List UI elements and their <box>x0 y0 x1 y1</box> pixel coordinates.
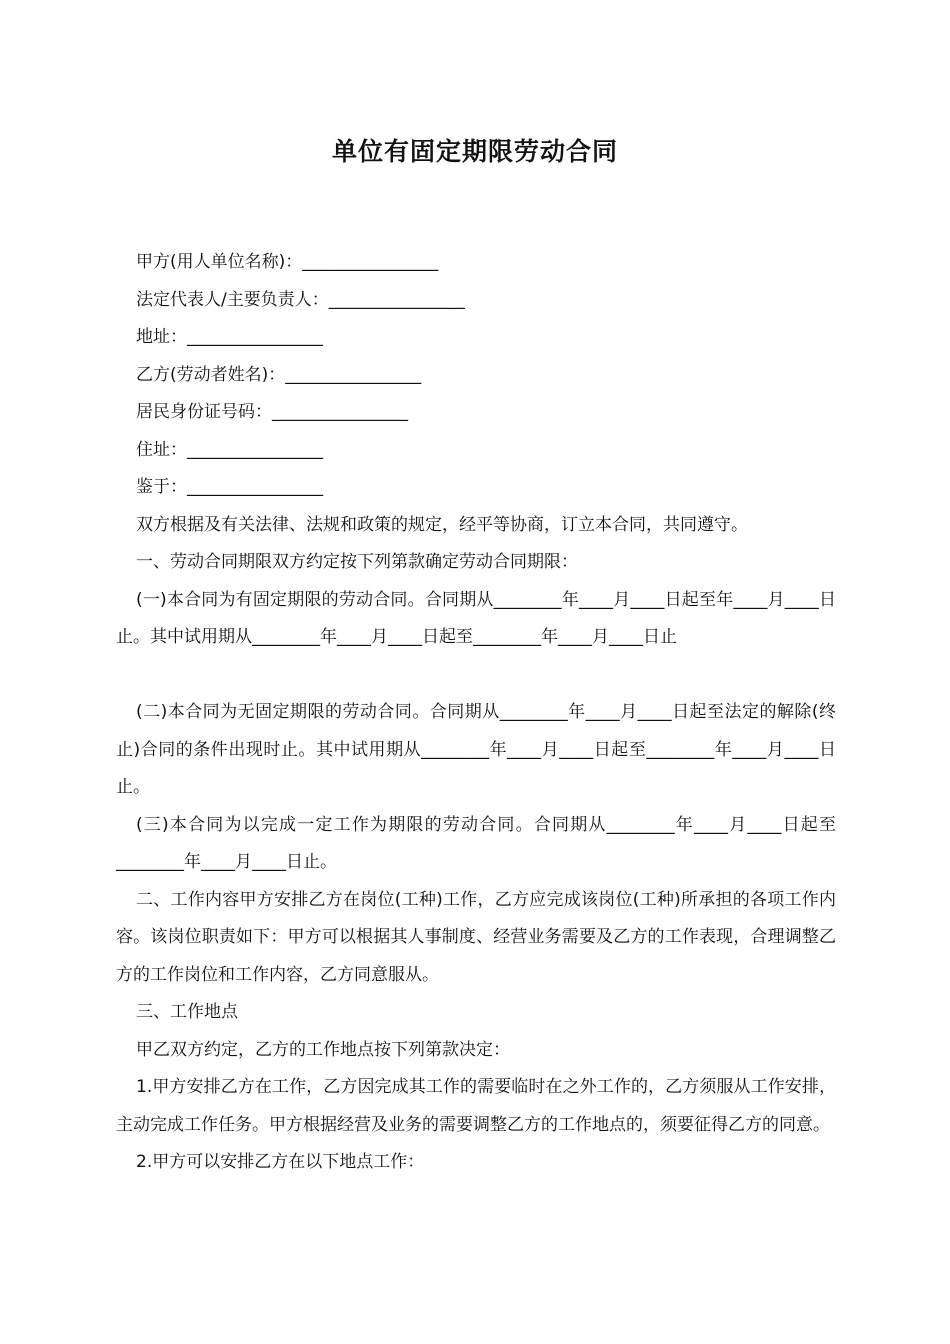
id-number-field: 居民身份证号码：________________ <box>136 402 408 422</box>
section3-heading: 三、工作地点 <box>136 1002 238 1022</box>
section3-item-1: 1.甲方安排乙方在工作，乙方因完成其工作的需要临时在之外工作的，乙方须服从工作安排，主动完成工作任务。甲方根据经营及业务的需要调整乙方的工作地点的，须要征得乙方的同意。 <box>116 1077 836 1135</box>
section2-paragraph: 二、工作内容甲方安排乙方在岗位(工种)工作，乙方应完成该岗位(工种)所承担的各项工作内容。该岗位职责如下：甲方可以根据其人事制度、经营业务需要及乙方的工作表现，合理调整乙方的工作岗位和工作内容，乙方同意服从。 <box>116 889 836 985</box>
fixed-term-clause: (一)本合同为有固定期限的劳动合同。合同期从________年____月____日起至年____月____日止。其中试用期从________年____月____日起至________年____月____日止 <box>116 589 836 647</box>
section3-item-2: 2.甲方可以安排乙方在以下地点工作： <box>136 1152 425 1172</box>
legal-representative-field: 法定代表人/主要负责人：________________ <box>136 289 465 310</box>
open-ended-term-clause: (二)本合同为无固定期限的劳动合同。合同期从________年____月____日起至法定的解除(终止)合同的条件出现时止。其中试用期从________年____月____日起至________年____月____日止。 <box>116 702 836 797</box>
task-term-clause: (三)本合同为以完成一定工作为期限的劳动合同。合同期从________年____月____日起至________年____月____日止。 <box>116 814 836 872</box>
party-a-name-field: 甲方(用人单位名称)：________________ <box>136 252 439 272</box>
party-b-name-field: 乙方(劳动者姓名)：________________ <box>136 364 422 385</box>
intro-paragraph: 双方根据及有关法律、法规和政策的规定，经平等协商，订立本合同，共同遵守。 <box>136 514 748 535</box>
whereas-field: 鉴于：________________ <box>136 477 323 497</box>
contract-body <box>116 244 836 1182</box>
section3-intro: 甲乙双方约定，乙方的工作地点按下列第款决定： <box>136 1039 510 1060</box>
section1-heading: 一、劳动合同期限双方约定按下列第款确定劳动合同期限： <box>136 552 578 572</box>
paragraph-gap <box>116 657 836 695</box>
document-title: 单位有固定期限劳动合同 <box>331 137 618 166</box>
address-field: 地址：________________ <box>136 327 323 347</box>
residence-field: 住址：________________ <box>136 439 323 460</box>
